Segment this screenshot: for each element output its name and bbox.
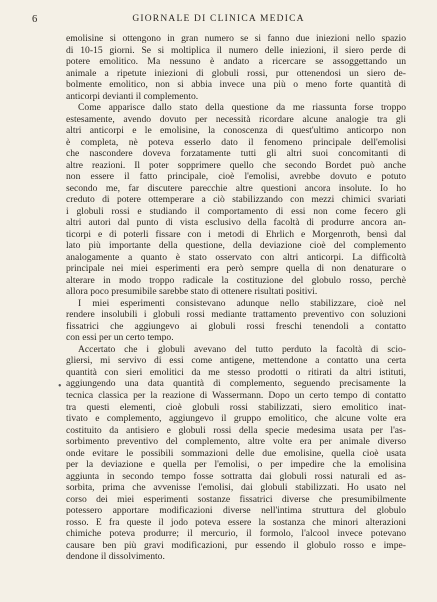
text-line: I miei esperimenti consistevano adunque nello stabilizzare, cioè nel: [78, 297, 406, 309]
text-line: non essere il fatto principale, cioè l'emolisi, avrebbe dovuto e potuto: [66, 171, 406, 183]
text-line: rendere insolubili i globuli rossi mediante trattamento preventivo con soluzioni: [66, 309, 406, 321]
text-line: dendone il dissolvimento.: [66, 551, 165, 563]
text-line: che nascondere doveva forzatamente tutti gli altri suoi concomitanti di: [66, 148, 406, 160]
body-text: [66, 33, 406, 563]
paragraph: [66, 33, 406, 102]
text-line: ticorpi e di poterli fissare con i metodi di Ehrlich e Morgenroth, bensì dal: [66, 228, 406, 240]
text-line: con essi per un certo tempo.: [66, 332, 174, 344]
text-line: onde evitare le possibili sommazioni delle due emolisine, quella cioè usata: [66, 447, 406, 459]
text-line: altri autori dal punto di vista esclusivo della facoltà di produrre ancora an-: [66, 217, 406, 229]
text-line: bolmente emolitico, non si abbia invece una più o meno forte quantità di: [66, 79, 406, 91]
text-line: rosso. E fra queste il jodo poteva essere la sostanza che minori alterazioni: [66, 516, 406, 528]
text-line: corso dei miei esperimenti sostanze fissatrici diverse che presumibilmente: [66, 493, 406, 505]
text-line: secondo me, far discutere parecchie altre questioni ancora insolute. Io ho: [66, 182, 406, 194]
paragraph: [66, 298, 406, 344]
text-line: causare ben più gravi modificazioni, pur essendo il globulo rosso e impe-: [66, 539, 406, 551]
text-line: animale a ripetute iniezioni di globuli rossi, pur ottenendosi un siero de-: [66, 67, 406, 79]
text-line: sorbita, prima che avvenisse l'emolisi, dai globuli stabilizzati. Ho usato nel: [66, 482, 406, 494]
text-line: i globuli rossi e studiando il comportamento di essi non come fecero gli: [66, 205, 406, 217]
text-line: principale nei miei esperimenti era però sempre quella di non denaturare o: [66, 263, 406, 275]
paragraph: [66, 344, 406, 563]
text-line: creduto di potere ottemperare a ciò stabilizzando con mezzi chimici svariati: [66, 194, 406, 206]
text-line: analogamente a quanto è stato osservato con altri anticorpi. La difficoltà: [66, 251, 406, 263]
text-line: potessero apportare modificazioni diverse nell'intima struttura del globulo: [66, 505, 406, 517]
text-line: quantità con sieri emolitici da me stesso prodotti o ritirati da altri istituti,: [66, 366, 406, 378]
text-line: altre reazioni. Il poter sopprimere quello che secondo Bordet può anche: [66, 159, 406, 171]
text-line: costituito da antisiero e globuli rossi della specie medesima usata per l'as-: [66, 424, 406, 436]
text-line: aggiunta in secondo tempo fosse sottratta dai globuli rossi naturali ed as-: [66, 470, 406, 482]
text-line: estesamente, avendo dovuto per necessità ricordare alcune analogie tra gli: [66, 113, 406, 125]
text-line: allora poco presumibile sarebbe stato di ottenere risultati positivi.: [66, 286, 318, 298]
text-line: lato più importante della questione, della deviazione cioè del complemento: [66, 240, 406, 252]
margin-mark: •: [58, 381, 62, 392]
text-line: alterare in modo troppo radicale la costituzione del globulo rosso, perchè: [66, 274, 406, 286]
page-header: [0, 14, 437, 28]
text-line: tivato e complemento, aggiungevo il gruppo emolitico, che alcune volte era: [66, 413, 406, 425]
paragraph: [66, 102, 406, 298]
text-line: gliersi, mi servivo di essi come antigene, mettendone a contatto una certa: [66, 355, 406, 367]
text-line: fissatrici che aggiungevo ai globuli rossi freschi tenendoli a contatto: [66, 320, 406, 332]
text-line: altri anticorpi e le emolisine, la conoscenza di quest'ultimo anticorpo non: [66, 125, 406, 137]
text-line: emolisine si ottengono in gran numero se si fanno due iniezioni nello spazio: [66, 33, 406, 44]
text-line: sorbimento preventivo del complemento, altre volte era per animale diverso: [66, 436, 406, 448]
page-number: 6: [32, 14, 38, 25]
text-line: tra questi elementi, cioè globuli rossi stabilizzati, siero emolitico inat-: [66, 401, 406, 413]
text-line: Accertato che i globuli avevano del tutto perduto la facoltà di scio-: [78, 343, 406, 355]
text-line: tecnica classica per la reazione di Wassermann. Dopo un certo tempo di contatto: [66, 389, 406, 401]
text-line: Come appariscе dallo stato della questione da me riassunta forse troppo: [78, 102, 406, 114]
text-line: per la deviazione e quella per l'emolisi, o per impedire che la emolisina: [66, 459, 406, 471]
text-line: aggiungendo una data quantità di complemento, seguendo precisamente la: [66, 378, 406, 390]
text-line: chimiche poteva produrre; il mercurio, il formolo, l'alcool invece potevano: [66, 528, 406, 540]
text-line: anticorpi devianti il complemento.: [66, 90, 199, 102]
running-title: GIORNALE DI CLINICA MEDICA: [132, 14, 305, 24]
text-line: è completa, nè poteva esserlo dato il fenomeno principale dell'emolisi: [66, 136, 406, 148]
text-line: di 10-15 giorni. Se si moltiplica il numero delle iniezioni, il siero perde di: [66, 44, 406, 56]
text-line: potere emolitico. Ma nessuno è andato a ricercare se assoggettando un: [66, 56, 406, 68]
